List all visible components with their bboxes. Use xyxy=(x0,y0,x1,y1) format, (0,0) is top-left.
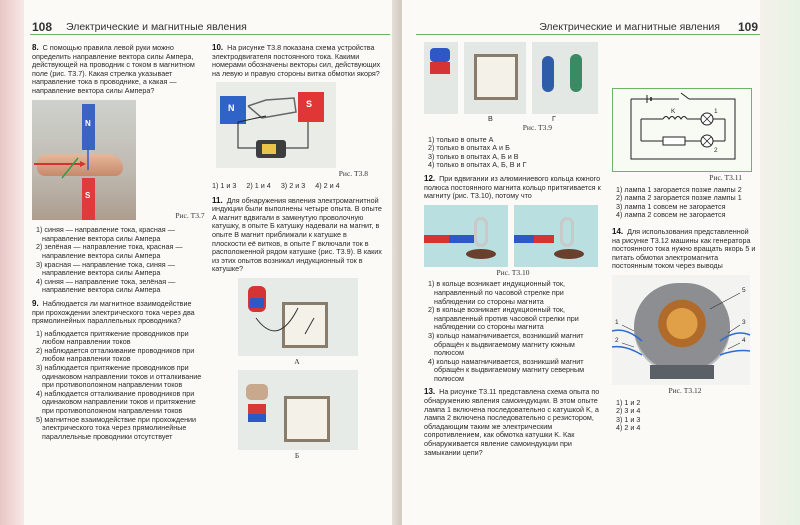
photo-ring-1 xyxy=(424,205,508,267)
option-2[interactable]: 2) в кольце возникает индукционный ток, направленный против часовой стрелки при наблюдении со стороны магнита xyxy=(428,305,579,332)
photo-c-magnet xyxy=(424,42,458,114)
callout-3: 3 xyxy=(742,318,746,326)
question-text: Для обнаружения явления электромагнитной индукции были выполнены четыре опыта. В опыте А магнит вдвигали в замкнутую проволочную катушку, в опыте Б катушку надевали на магнит, в опыте В магнит приближали к катушке в плоскости её витков, в опыте Г включали ток в расположенной рядом катушке (рис. Т3.9). В каких из этих опытов возникал индукционный ток в катушке? xyxy=(212,195,382,274)
option-1[interactable]: 1) синяя — направление тока, красная — направление вектора силы Ампера xyxy=(36,225,175,243)
question-9 xyxy=(32,300,204,326)
question-text: На рисунке Т3.11 представлена схема опыта по обнаружению явления самоиндукции. В этом опыте лампа 1 включена последовательно с катушкой K, а лампа 2 включена последовательно с резистором, обладающим таким же электрическим сопротивлением, как обмотка катушки K. Как обнаруживается явление самоиндукции при замыкании цепи? xyxy=(424,387,600,457)
figure-t3-10 xyxy=(424,205,602,267)
callout-2: 2 xyxy=(615,336,619,344)
label-s: S xyxy=(85,190,91,200)
label-g: Г xyxy=(552,114,556,123)
switch xyxy=(681,93,689,99)
question-text: Для использования представленной на рисунке Т3.12 машины как генератора постоянного тока нужно вращать якорь 5 и питать обмотки электромагнита постоянным током через выводы xyxy=(612,226,756,271)
option-4[interactable]: 4) 2 и 4 xyxy=(616,423,641,433)
option-3[interactable]: 3) 1 и 3 xyxy=(616,414,641,424)
label-v: В xyxy=(488,114,493,123)
right-page xyxy=(402,0,800,525)
figure-t3-11 xyxy=(612,88,752,172)
option-2[interactable]: 2) наблюдается отталкивание проводников при любом направлении токов xyxy=(36,345,195,364)
question-text: Наблюдается ли магнитное взаимодействие при прохождении электрического тока через два прямолинейных параллельных проводника? xyxy=(32,298,195,326)
page-number: 109 xyxy=(737,20,758,34)
question-number: 11. xyxy=(212,195,223,205)
option-4[interactable]: 4) синяя — направление тока, зелёная — направление вектора силы Ампера xyxy=(36,276,176,295)
self-induction-circuit xyxy=(613,89,753,173)
options-q14 xyxy=(612,399,758,433)
option-1[interactable]: 1) только в опыте А xyxy=(428,134,494,144)
figure-t3-9-b xyxy=(238,370,358,450)
figure-t3-7 xyxy=(32,100,136,220)
option-1[interactable]: 1) в кольце возникает индукционный ток, направленный по часовой стрелке при наблюдении со стороны магнита xyxy=(428,279,566,306)
caption-t3-12: Рис. Т3.12 xyxy=(668,385,702,395)
option-3[interactable]: 3) только в опытах А, Б и В xyxy=(428,151,519,161)
option-2[interactable]: 2) 1 и 4 xyxy=(246,180,271,190)
label-s: S xyxy=(306,99,313,110)
question-number: 10. xyxy=(212,43,224,52)
resistor xyxy=(663,137,685,145)
left-column-2 xyxy=(212,44,382,463)
caption-t3-10: Рис. Т3.10 xyxy=(496,267,530,277)
red-arrowhead xyxy=(80,161,86,167)
option-1[interactable]: 1) наблюдается притяжение проводников при любом направлении токов xyxy=(36,328,189,347)
option-3[interactable]: 3) кольцо намагничивается, возникший магнит обращён к выдвигаемому магниту южным полюсом xyxy=(428,330,584,358)
direction-arrows xyxy=(32,100,136,220)
option-3[interactable]: 3) наблюдается притяжение проводников при одинаковом направлении токов и отталкивание при противоположном направлении токов xyxy=(36,363,202,390)
callout-1: 1 xyxy=(615,318,619,326)
option-3[interactable]: 3) 2 и 3 xyxy=(280,180,306,190)
question-number: 9. xyxy=(32,298,39,308)
option-1[interactable]: 1) 1 и 3 xyxy=(212,180,237,190)
question-11 xyxy=(212,197,382,274)
question-text: На рисунке Т3.8 показана схема устройства электродвигателя постоянного тока. Какими номерами обозначены векторы сил, действующих на левую и правую стороны витка обмотки якоря? xyxy=(212,43,381,78)
label-lamp-1: 1 xyxy=(714,108,718,115)
label-n: N xyxy=(85,118,91,128)
running-head: Электрические и магнитные явления xyxy=(66,21,247,33)
callout-4: 4 xyxy=(742,336,746,344)
galvanometer xyxy=(284,396,330,442)
options-q8 xyxy=(32,226,204,295)
option-2[interactable]: 2) лампа 2 загорается позже лампы 1 xyxy=(616,193,742,203)
option-4[interactable]: 4) кольцо намагничивается, возникший магнит обращён к выдвигаемому магниту северным полюсом xyxy=(428,356,585,383)
question-text: С помощью правила левой руки можно определить направление вектора силы Ампера, действующей на проводник с током в магнитном поле (рис. Т3.7). Какая стрелка указывает направление тока в проводнике, а какая — направление вектора силы Ампера? xyxy=(32,43,195,95)
question-number: 12. xyxy=(424,173,436,183)
callout-5: 5 xyxy=(742,286,746,294)
hand-b xyxy=(246,384,268,400)
label-a: А xyxy=(294,356,300,366)
question-text: При вдвигании из алюминиевого кольца южного полюса постоянного магнита кольцо притягивается к магниту (рис. Т3.10), потому что xyxy=(424,173,601,201)
photo-ring-2 xyxy=(514,205,598,267)
caption-t3-9: Рис. Т3.9 xyxy=(522,123,552,132)
options-q9 xyxy=(32,330,204,442)
page-edge xyxy=(0,0,24,525)
figure-t3-12 xyxy=(612,275,750,385)
right-column-2 xyxy=(612,42,758,433)
photo-c-galvanometer xyxy=(464,42,526,114)
option-4[interactable]: 4) 2 и 4 xyxy=(315,180,340,190)
options-q10 xyxy=(212,182,382,191)
caption-t3-8: Рис. Т3.8 xyxy=(338,169,368,179)
option-4[interactable]: 4) лампа 2 совсем не загорается xyxy=(616,210,726,220)
label-k: K xyxy=(671,108,676,115)
option-2[interactable]: 2) зелёная — направление тока, красная — направление вектора силы Ампера xyxy=(36,242,183,260)
label-n: N xyxy=(228,103,235,114)
option-2[interactable]: 2) только в опытах А и Б xyxy=(428,143,510,153)
label-lamp-2: 2 xyxy=(714,147,718,154)
question-number: 8. xyxy=(32,43,39,52)
motor-coil xyxy=(216,82,336,168)
question-8 xyxy=(32,44,204,96)
caption-t3-11: Рис. Т3.11 xyxy=(709,173,742,182)
option-5[interactable]: 5) магнитное взаимодействие при прохождении электрического тока через прямолинейные параллельные проводники отсутствует xyxy=(36,414,197,441)
page-number: 108 xyxy=(32,20,53,34)
running-header-left xyxy=(30,20,390,35)
label-b: Б xyxy=(294,450,300,460)
figure-t3-9-cd xyxy=(424,42,602,114)
option-2[interactable]: 2) 3 и 4 xyxy=(616,406,641,416)
options-q11 xyxy=(424,136,602,170)
question-13 xyxy=(424,388,602,457)
figure-t3-9-a xyxy=(238,278,358,356)
right-column-1 xyxy=(424,42,602,461)
running-head: Электрические и магнитные явления xyxy=(539,21,720,33)
option-3[interactable]: 3) лампа 1 совсем не загорается xyxy=(616,201,726,211)
option-1[interactable]: 1) лампа 1 загорается позже лампы 2 xyxy=(616,184,742,194)
green-arrow xyxy=(62,158,78,178)
running-header-right xyxy=(416,20,760,35)
question-number: 14. xyxy=(612,226,624,236)
left-column-1 xyxy=(32,44,204,441)
option-4[interactable]: 4) наблюдается отталкивание проводников при одинаковом направлении токов и притяжение при противоположном направлении токов xyxy=(36,388,196,416)
options-q13 xyxy=(612,186,758,220)
wires xyxy=(612,275,750,385)
figure-t3-8 xyxy=(216,82,336,168)
option-4[interactable]: 4) только в опытах А, Б, В и Г xyxy=(428,160,527,170)
question-10 xyxy=(212,44,382,78)
coil-k xyxy=(663,117,687,120)
page-edge xyxy=(760,0,800,525)
question-number: 13. xyxy=(424,387,436,397)
caption-t3-7: Рис. Т3.7 xyxy=(175,210,205,220)
option-3[interactable]: 3) красная — направление тока, синяя — направление вектора силы Ампера xyxy=(36,259,175,278)
option-1[interactable]: 1) 1 и 2 xyxy=(616,397,641,407)
question-14 xyxy=(612,228,758,271)
photo-d-coils xyxy=(532,42,598,114)
left-page xyxy=(0,0,398,525)
options-q12 xyxy=(424,280,602,383)
question-12 xyxy=(424,175,602,201)
